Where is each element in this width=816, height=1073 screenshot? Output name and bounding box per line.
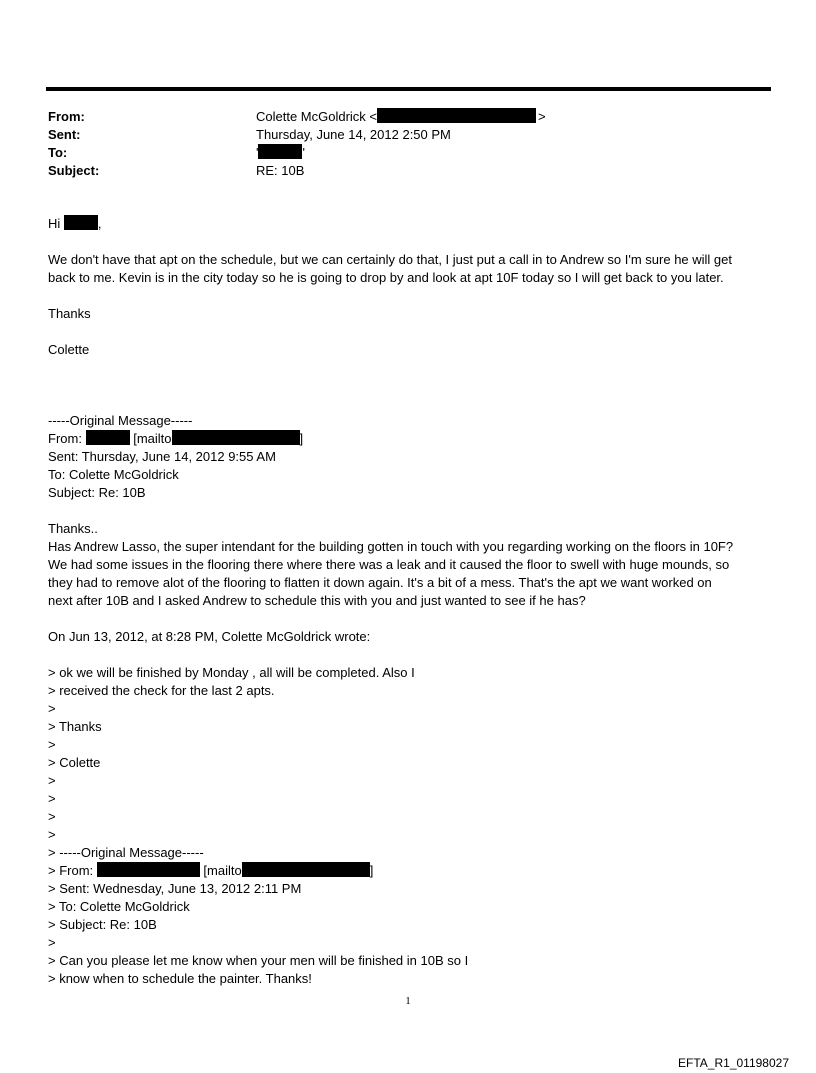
to-label: To: — [48, 145, 68, 160]
orig-subject: Subject: Re: 10B — [48, 485, 146, 500]
thanks-line: Thanks — [48, 306, 91, 321]
from-value — [256, 108, 546, 126]
body-line: back to me. Kevin is in the city today so he is going to drop by and look at apt 10F today so I will get back to you later. — [48, 270, 724, 285]
body-line: next after 10B and I asked Andrew to schedule this with you and just wanted to see if he has? — [48, 593, 586, 608]
body-line: We had some issues in the flooring there where there was a leak and it caused the floor to swell with huge mounds, so — [48, 557, 730, 572]
quoted-line: > received the check for the last 2 apts. — [48, 683, 275, 698]
header-rule — [46, 87, 771, 91]
redaction-box — [86, 430, 130, 445]
redaction-box — [258, 144, 305, 160]
greeting-comma: , — [97, 216, 102, 231]
redaction-box — [64, 215, 98, 230]
to-value — [256, 144, 305, 162]
body-line: they had to remove alot of the flooring to flatten it down again. It's a bit of a mess. That's the apt we want worked on — [48, 575, 712, 590]
sent-label: Sent: — [48, 127, 81, 142]
quoted-mailto: [mailto — [203, 863, 242, 878]
quoted-mailto-close: ] — [369, 863, 374, 878]
quoted-line: > know when to schedule the painter. Thanks! — [48, 971, 312, 986]
quoted-line: > — [48, 701, 56, 716]
body-line: We don't have that apt on the schedule, but we can certainly do that, I just put a call in to Andrew so I'm sure he will get — [48, 252, 733, 267]
bates-number: EFTA_R1_01198027 — [678, 1056, 789, 1070]
quoted-from-line — [48, 862, 373, 880]
quoted-line: > Subject: Re: 10B — [48, 917, 157, 932]
subject-label: Subject: — [48, 163, 100, 178]
quoted-line: > ok we will be finished by Monday , all will be completed. Also I — [48, 665, 415, 680]
quoted-line: > Sent: Wednesday, June 13, 2012 2:11 PM — [48, 881, 302, 896]
signature: Colette — [48, 342, 90, 357]
from-name: Colette McGoldrick < — [256, 109, 378, 124]
quoted-line: > Colette — [48, 755, 101, 770]
redaction-box — [97, 862, 200, 877]
redaction-box — [172, 430, 300, 445]
page-number: 1 — [405, 995, 411, 1007]
from-close: > — [538, 109, 546, 124]
orig-mailto: [mailto — [133, 431, 172, 446]
quoted-line: > — [48, 935, 56, 950]
greeting-hi: Hi — [48, 216, 61, 231]
orig-mailto-close: ] — [299, 431, 304, 446]
greeting — [48, 215, 102, 233]
quoted-line: > — [48, 773, 56, 788]
quoted-line: > — [48, 827, 56, 842]
quoted-line: > To: Colette McGoldrick — [48, 899, 190, 914]
from-label: From: — [48, 109, 85, 124]
subject-value: RE: 10B — [256, 163, 305, 178]
sent-value: Thursday, June 14, 2012 2:50 PM — [256, 127, 451, 142]
orig-to: To: Colette McGoldrick — [48, 467, 179, 482]
quoted-line: > — [48, 791, 56, 806]
orig-from-line — [48, 430, 303, 448]
quoted-line: > — [48, 809, 56, 824]
to-quote-close: ' — [302, 145, 305, 160]
quoted-divider: > -----Original Message----- — [48, 845, 204, 860]
redaction-box — [377, 108, 536, 123]
quoted-from-label: > From: — [48, 863, 94, 878]
wrote-line: On Jun 13, 2012, at 8:28 PM, Colette McGoldrick wrote: — [48, 629, 371, 644]
orig-thanks: Thanks.. — [48, 521, 98, 536]
quoted-line: > Thanks — [48, 719, 102, 734]
quoted-line: > Can you please let me know when your men will be finished in 10B so I — [48, 953, 469, 968]
body-line: Has Andrew Lasso, the super intendant for the building gotten in touch with you regarding working on the floors in 10F? — [48, 539, 734, 554]
orig-from-label: From: — [48, 431, 82, 446]
redaction-box — [242, 862, 370, 877]
to-quote-open: ' — [256, 145, 259, 160]
original-divider: -----Original Message----- — [48, 413, 193, 428]
orig-sent: Sent: Thursday, June 14, 2012 9:55 AM — [48, 449, 276, 464]
quoted-line: > — [48, 737, 56, 752]
